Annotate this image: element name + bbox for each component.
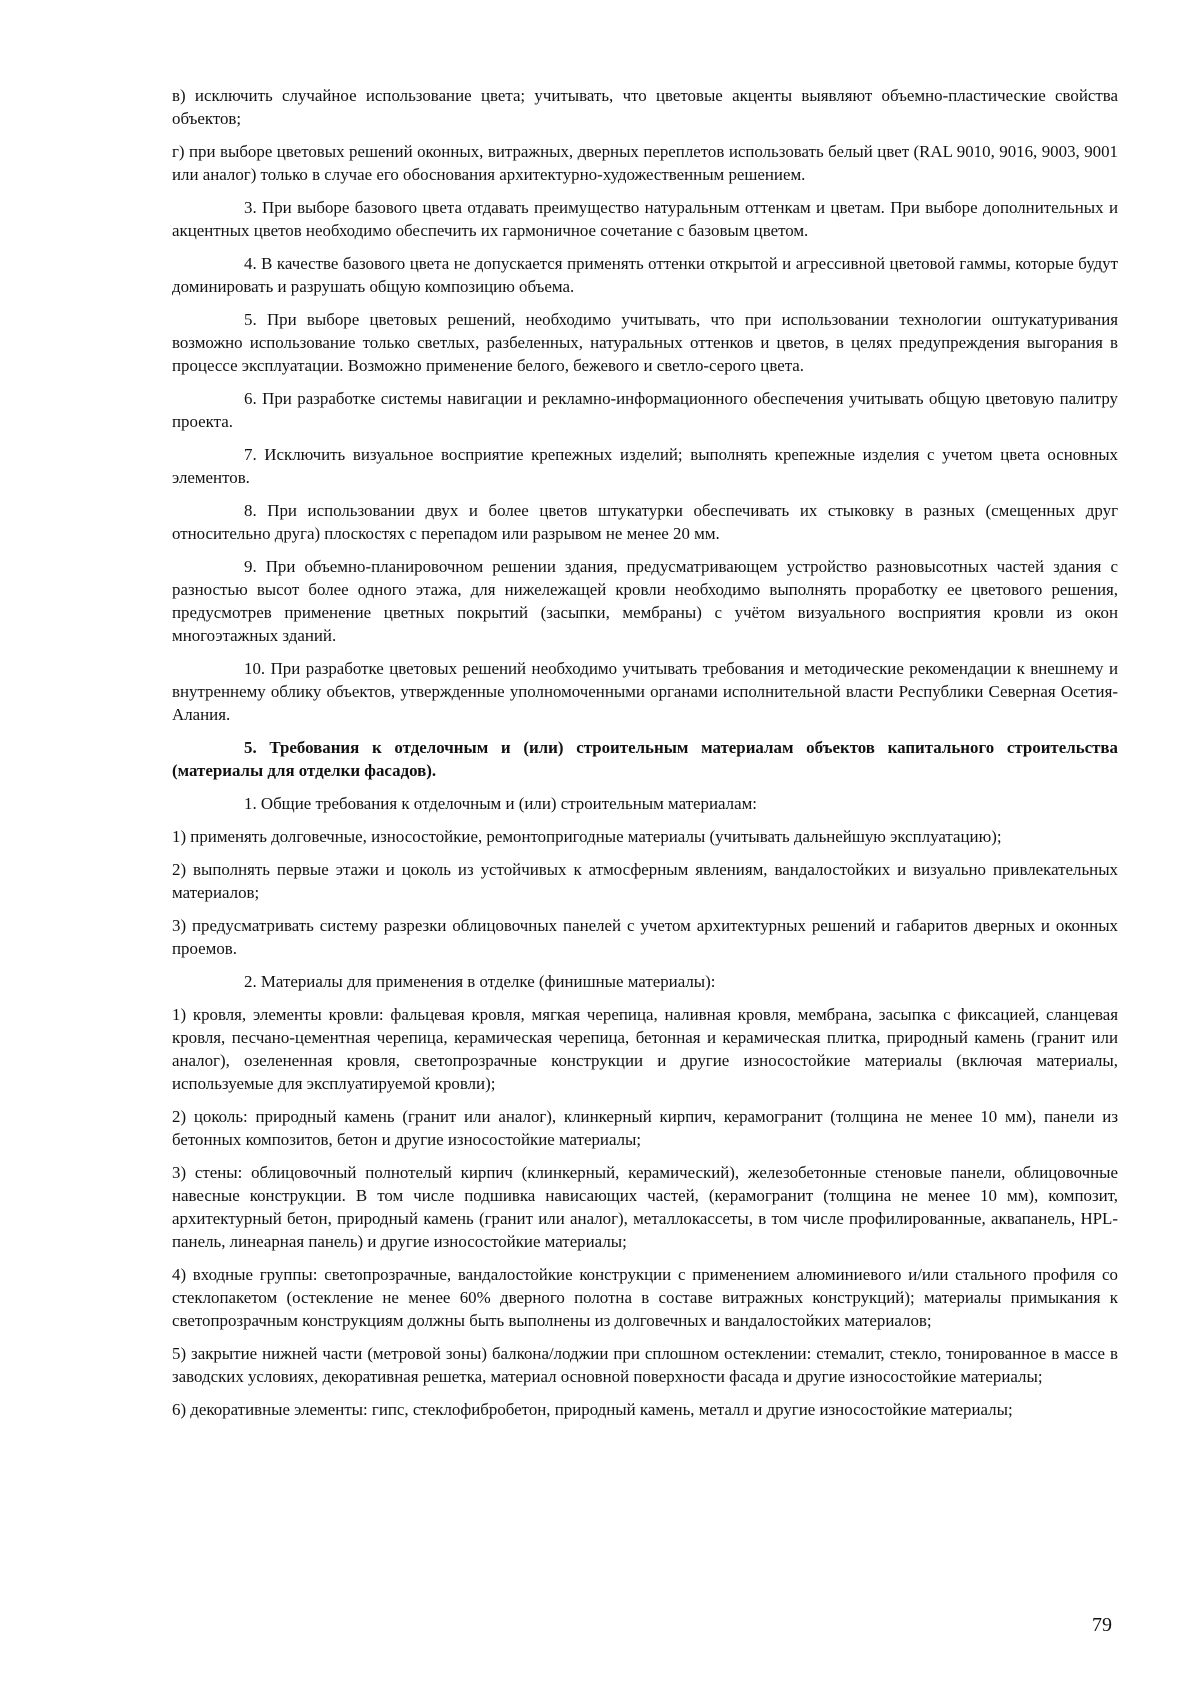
page-number: 79	[1092, 1614, 1112, 1636]
materials-item-entrances: 4) входные группы: светопрозрачные, вандалостойкие конструкции с применением алюминиевого и/или стального профиля со стеклопакетом (остекление не менее 60% дверного полотна в составе витражных конструкций); материалы примыкания к светопрозрачным конструкциям должны быть выполнены из долговечных и вандалостойких материалов;	[172, 1265, 1118, 1330]
paragraph-5: 5. При выборе цветовых решений, необходимо учитывать, что при использовании технологии оштукатуривания возможно использование только светлых, разбеленных, натуральных оттенков и цветов, в целях предупреждения выгорания в процессе эксплуатации. Возможно применение белого, бежевого и светло-серого цвета.	[172, 310, 1118, 375]
materials-item-roof: 1) кровля, элементы кровли: фальцевая кровля, мягкая черепица, наливная кровля, мембрана, засыпка с фиксацией, сланцевая кровля, песчано-цементная черепица, керамическая черепица, бетонная и керамическая плитка, природный камень (гранит или аналог), озелененная кровля, светопрозрачные конструкции и другие износостойкие материалы (включая материалы, используемые для эксплуатируемой кровли);	[172, 1005, 1118, 1093]
materials-item-walls: 3) стены: облицовочный полнотелый кирпич (клинкерный, керамический), железобетонные стеновые панели, облицовочные навесные конструкции. В том числе подшивка нависающих частей, (керамогранит (толщина не менее 10 мм), композит, архитектурный бетон, природный камень (гранит или аналог), металлокассеты, в том числе профилированные, аквапанель, HPL-панель, линеарная панель) и другие износостойкие материалы;	[172, 1163, 1118, 1251]
materials-item-decor: 6) декоративные элементы: гипс, стеклофибробетон, природный камень, металл и другие износостойкие материалы;	[172, 1400, 1013, 1419]
document-page	[172, 84, 1118, 1431]
subsection-heading-2: 2. Материалы для применения в отделке (финишные материалы):	[244, 972, 716, 991]
paragraph-10: 10. При разработке цветовых решений необходимо учитывать требования и методические рекомендации к внешнему и внутреннему облику объектов, утвержденные уполномоченными органами исполнительной власти Республики Северная Осетия-Алания.	[172, 659, 1118, 724]
list-item-3: 3) предусматривать систему разрезки облицовочных панелей с учетом архитектурных решений и габаритов дверных и оконных проемов.	[172, 916, 1118, 958]
paragraph-3: 3. При выборе базового цвета отдавать преимущество натуральным оттенкам и цветам. При выборе дополнительных и акцентных цветов необходимо обеспечить их гармоничное сочетание с базовым цветом.	[172, 198, 1118, 240]
paragraph-9: 9. При объемно-планировочном решении здания, предусматривающем устройство разновысотных частей здания с разностью высот более одного этажа, для нижележащей кровли необходимо выполнять проработку ее цветового решения, предусмотрев применение цветных покрытий (засыпки, мембраны) с учётом визуального восприятия кровли из окон многоэтажных зданий.	[172, 557, 1118, 645]
paragraph-6: 6. При разработке системы навигации и рекламно-информационного обеспечения учитывать общую цветовую палитру проекта.	[172, 389, 1118, 431]
paragraph-7: 7. Исключить визуальное восприятие крепежных изделий; выполнять крепежные изделия с учетом цвета основных элементов.	[172, 445, 1118, 487]
section-heading-5: 5. Требования к отделочным и (или) строительным материалам объектов капитального строительства (материалы для отделки фасадов).	[172, 738, 1118, 780]
paragraph-8: 8. При использовании двух и более цветов штукатурки обеспечивать их стыковку в разных (смещенных друг относительно друга) плоскостях с перепадом или разрывом не менее 20 мм.	[172, 501, 1118, 543]
paragraph-item-v: в) исключить случайное использование цвета; учитывать, что цветовые акценты выявляют объемно-пластические свойства объектов;	[172, 86, 1118, 128]
list-item-1: 1) применять долговечные, износостойкие, ремонтопригодные материалы (учитывать дальнейшую эксплуатацию);	[172, 827, 1002, 846]
materials-item-plinth: 2) цоколь: природный камень (гранит или аналог), клинкерный кирпич, керамогранит (толщина не менее 10 мм), панели из бетонных композитов, бетон и другие износостойкие материалы;	[172, 1107, 1118, 1149]
paragraph-item-g: г) при выборе цветовых решений оконных, витражных, дверных переплетов использовать белый цвет (RAL 9010, 9016, 9003, 9001 или аналог) только в случае его обоснования архитектурно-художественным решением.	[172, 142, 1118, 184]
subsection-heading-1: 1. Общие требования к отделочным и (или) строительным материалам:	[244, 794, 757, 813]
materials-item-balcony: 5) закрытие нижней части (метровой зоны) балкона/лоджии при сплошном остеклении: стемалит, стекло, тонированное в массе в заводских условиях, декоративная решетка, материал основной поверхности фасада и другие износостойкие материалы;	[172, 1344, 1118, 1386]
list-item-2: 2) выполнять первые этажи и цоколь из устойчивых к атмосферным явлениям, вандалостойких и визуально привлекательных материалов;	[172, 860, 1118, 902]
paragraph-4: 4. В качестве базового цвета не допускается применять оттенки открытой и агрессивной цветовой гаммы, которые будут доминировать и разрушать общую композицию объема.	[172, 254, 1118, 296]
